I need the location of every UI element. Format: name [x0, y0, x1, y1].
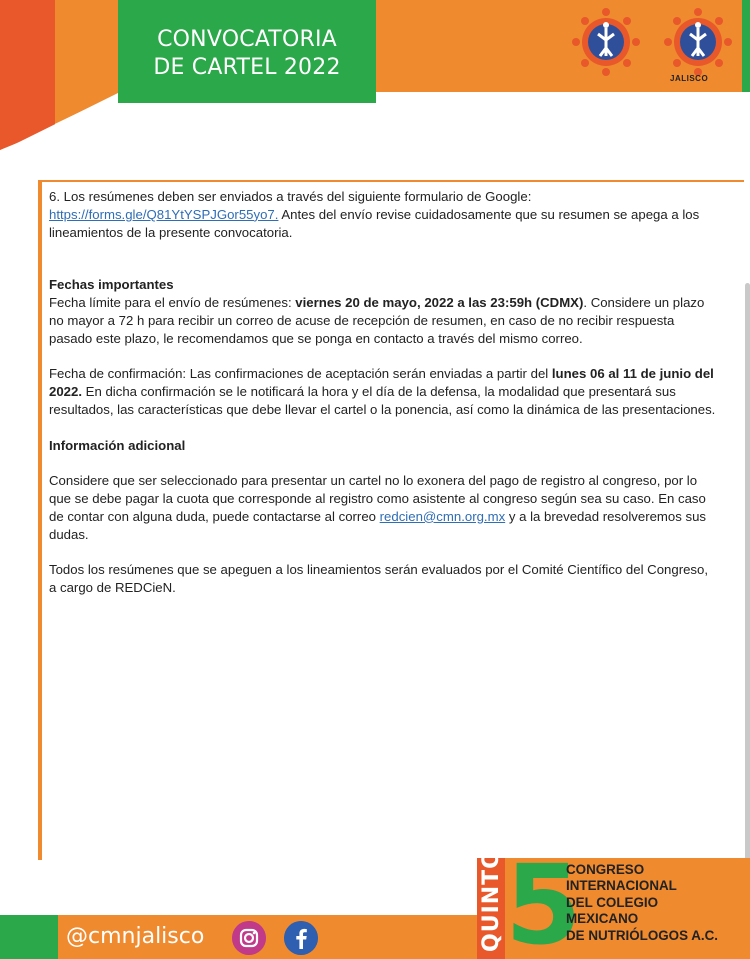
google-form-link[interactable]: https://forms.gle/Q81YtYSPJGor55yo7.: [49, 206, 279, 222]
fechas-heading: Fechas importantes: [49, 277, 174, 293]
facebook-icon[interactable]: [284, 921, 318, 955]
confirmation-paragraph: [49, 365, 719, 418]
footer-green-block: [0, 915, 58, 959]
fecha-limite-rest: . Considere un plazo no mayor a 72 h para recibir un correo de acuse de recepción de resumen, en caso de no recibir respuesta pasado este plazo, le recomendamos que se ponga en contacto a través del mismo correo.: [49, 295, 705, 346]
header-green-strip: [742, 0, 750, 92]
congress-line-5: DE NUTRIÓLOGOS A.C.: [566, 927, 719, 943]
p6-rest: Antes del envío revise cuidadosamente que su resumen se apega a los lineamientos de la presente convocatoria.: [49, 206, 700, 240]
title-line-2: DE CARTEL 2022: [153, 55, 341, 80]
confirm-prefix: Fecha de confirmación: Las confirmaciones de aceptación serán enviadas a partir del: [49, 366, 552, 382]
page-title: [118, 26, 376, 82]
congress-line-3: DEL COLEGIO: [566, 894, 659, 910]
congress-line-1: CONGRESO: [566, 862, 645, 877]
info-paragraph: [49, 472, 719, 543]
confirm-date: lunes 06 al 11 de junio del 2022.: [49, 366, 714, 400]
info-prefix: Considere que ser seleccionado para presentar un cartel no lo exonera del pago de registro al congreso, por lo que se debe pagar la cuota que corresponde al registro como asistente al congreso según sea su caso. En caso de contar con alguna duda, puede contactarse al correo: [49, 473, 706, 524]
colegio-logo-icon: [570, 6, 642, 78]
paragraph-6: [49, 188, 719, 241]
final-paragraph: Todos los resúmenes que se apeguen a los lineamientos serán evaluados por el Comité Científico del Congreso, a cargo de REDCieN.: [49, 562, 709, 595]
info-rest: y a la brevedad resolveremos sus dudas.: [49, 508, 707, 542]
instagram-icon[interactable]: [232, 921, 266, 955]
header-red-wedge: [0, 0, 55, 150]
jalisco-label: JALISCO: [670, 74, 709, 83]
quinto-label: QUINTO: [479, 849, 504, 952]
social-handle: @cmnjalisco: [66, 924, 205, 949]
contact-email-link[interactable]: redcien@cmn.org.mx: [379, 508, 506, 524]
content-body: [49, 188, 719, 597]
confirm-rest: En dicha confirmación se le notificará la hora y el día de la defensa, la modalidad que presentará sus resultados, las características que debe llevar el cartel o la ponencia, así como la dinámica de las presentaciones.: [49, 384, 716, 417]
colegio-jalisco-logo-icon: [662, 6, 734, 78]
scrollbar[interactable]: [745, 283, 750, 903]
fecha-limite-prefix: Fecha límite para el envío de resúmenes:: [49, 295, 296, 311]
congress-title: [566, 862, 746, 944]
congress-line-4: MEXICANO: [566, 911, 639, 927]
title-line-1: CONVOCATORIA: [157, 27, 337, 52]
congress-line-2: INTERNACIONAL: [566, 878, 677, 894]
congress-number: 5: [505, 841, 582, 959]
header-logos: [570, 6, 740, 90]
p6-prefix: 6. Los resúmenes deben ser enviados a través del siguiente formulario de Google:: [49, 189, 532, 204]
fecha-limite-paragraph: [49, 294, 719, 347]
fecha-limite-date: viernes 20 de mayo, 2022 a las 23:59h (CDMX): [295, 295, 584, 311]
info-heading: Información adicional: [49, 437, 186, 453]
